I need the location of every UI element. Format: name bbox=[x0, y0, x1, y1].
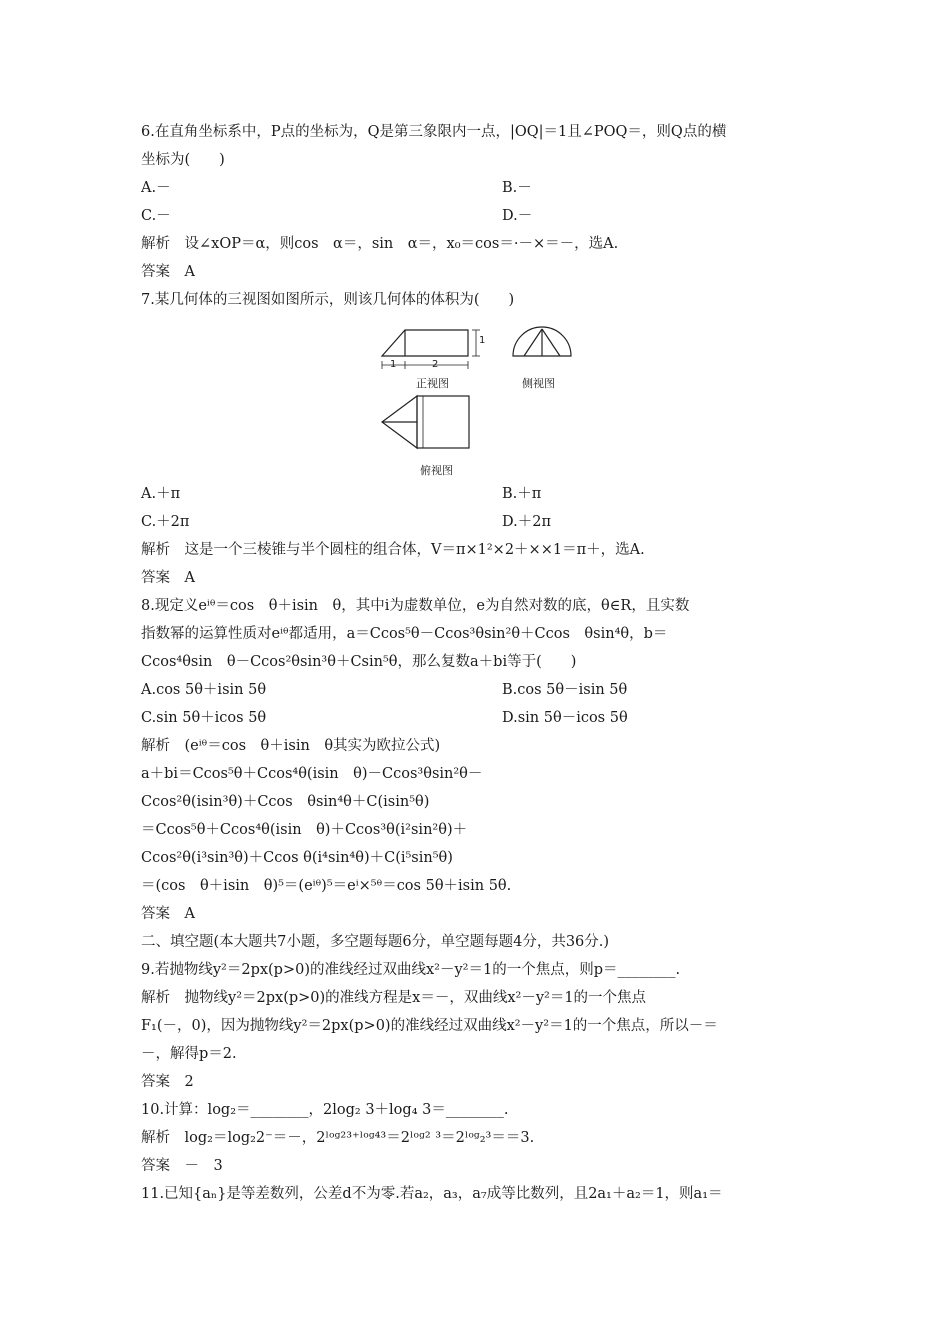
question-7: 7.某几何体的三视图如图所示，则该几何体的体积为( ) bbox=[141, 292, 515, 308]
q6-answer: 答案 A bbox=[141, 264, 195, 280]
q7-option-b: B.＋π bbox=[502, 486, 542, 502]
q9-solution-1: 解析 抛物线y²＝2px(p>0)的准线方程是x＝－，双曲线x²－y²＝1的一个焦点 bbox=[141, 990, 647, 1006]
q8-option-d: D.sin 5θ－icos 5θ bbox=[502, 710, 628, 726]
q7-option-d: D.＋2π bbox=[502, 514, 551, 530]
q8-solution-1: 解析 (eⁱᶿ＝cos θ＋isin θ其实为欧拉公式) bbox=[141, 738, 441, 754]
q6-solution: 解析 设∠xOP＝α，则cos α＝，sin α＝，x₀＝cos＝·－×＝－，选A. bbox=[141, 236, 619, 252]
question-11: 11.已知{aₙ}是等差数列，公差d不为零.若a₂，a₃，a₇成等比数列，且2a₁＋a₂＝1，则a₁＝ bbox=[141, 1186, 723, 1202]
q8-option-b: B.cos 5θ－isin 5θ bbox=[502, 682, 628, 698]
dim-label-height: 1 bbox=[479, 335, 486, 346]
q10-solution: 解析 log₂＝log₂2⁻＝－，2ˡᵒᵍ²³⁺ˡᵒᵍ⁴³＝2ˡᵒᵍ² ³＝2ˡᵒᵍ₂³＝＝3. bbox=[141, 1130, 535, 1146]
q9-answer: 答案 2 bbox=[141, 1074, 194, 1090]
q6-option-d: D.－ bbox=[502, 208, 533, 224]
q9-solution-3: －，解得p＝2. bbox=[141, 1046, 237, 1062]
q8-solution-5: Ccos²θ(i³sin³θ)＋Ccos θ(i⁴sin⁴θ)＋C(i⁵sin⁵θ) bbox=[141, 850, 453, 866]
q7-solution: 解析 这是一个三棱锥与半个圆柱的组合体，V＝π×1²×2＋××1＝π＋，选A. bbox=[141, 542, 645, 558]
question-10: 10.计算：log₂＝________，2log₂ 3＋log₄ 3＝________. bbox=[141, 1102, 509, 1118]
question-6-line-2: 坐标为( ) bbox=[141, 152, 225, 168]
three-view-drawing bbox=[370, 324, 600, 480]
three-view-figure bbox=[370, 324, 600, 480]
q9-solution-2: F₁(－，0)，因为抛物线y²＝2px(p>0)的准线经过双曲线x²－y²＝1的一个焦点，所以－＝ bbox=[141, 1018, 718, 1034]
q8-solution-3: Ccos²θ(isin³θ)＋Ccos θsin⁴θ＋C(isin⁵θ) bbox=[141, 794, 430, 810]
q8-solution-4: ＝Ccos⁵θ＋Ccos⁴θ(isin θ)＋Ccos³θ(i²sin²θ)＋ bbox=[141, 822, 468, 838]
question-9: 9.若抛物线y²＝2px(p>0)的准线经过双曲线x²－y²＝1的一个焦点，则p＝________. bbox=[141, 962, 681, 978]
q8-answer: 答案 A bbox=[141, 906, 195, 922]
front-view-outline bbox=[382, 330, 468, 356]
q7-option-a: A.＋π bbox=[141, 486, 181, 502]
q8-solution-6: ＝(cos θ＋isin θ)⁵＝(eⁱᶿ)⁵＝eⁱ×⁵ᶿ＝cos 5θ＋isin 5θ. bbox=[141, 878, 512, 894]
question-8-line-3: Ccos⁴θsin θ－Ccos²θsin³θ＋Csin⁵θ，那么复数a＋bi等于( ) bbox=[141, 654, 577, 670]
question-6-line-1: 6.在直角坐标系中，P点的坐标为，Q是第三象限内一点，|OQ|＝1且∠POQ＝，则Q点的横 bbox=[141, 124, 727, 140]
top-view-rect bbox=[417, 396, 469, 448]
q8-solution-2: a＋bi＝Ccos⁵θ＋Ccos⁴θ(isin θ)－Ccos³θsin²θ－ bbox=[141, 766, 483, 782]
q10-answer: 答案 － 3 bbox=[141, 1158, 223, 1174]
q7-answer: 答案 A bbox=[141, 570, 195, 586]
front-view-caption: 正视图 bbox=[416, 377, 449, 390]
q7-option-c: C.＋2π bbox=[141, 514, 190, 530]
top-view-caption: 俯视图 bbox=[420, 464, 453, 477]
q6-option-b: B.－ bbox=[502, 180, 532, 196]
q8-option-a: A.cos 5θ＋isin 5θ bbox=[141, 682, 267, 698]
dim-label-1: 1 bbox=[390, 359, 397, 370]
q6-option-c: C.－ bbox=[141, 208, 171, 224]
question-8-line-1: 8.现定义eⁱᶿ＝cos θ＋isin θ，其中i为虚数单位，e为自然对数的底，θ∈R，且实数 bbox=[141, 598, 690, 614]
dim-label-2: 2 bbox=[432, 359, 439, 370]
q6-option-a: A.－ bbox=[141, 180, 171, 196]
question-8-line-2: 指数幂的运算性质对eⁱᶿ都适用，a＝Ccos⁵θ－Ccos³θsin²θ＋Ccos θsin⁴θ，b＝ bbox=[141, 626, 668, 642]
side-view-caption: 侧视图 bbox=[522, 377, 555, 390]
q8-option-c: C.sin 5θ＋icos 5θ bbox=[141, 710, 267, 726]
section-2-heading: 二、填空题(本大题共7小题，多空题每题6分，单空题每题4分，共36分.) bbox=[141, 934, 610, 950]
